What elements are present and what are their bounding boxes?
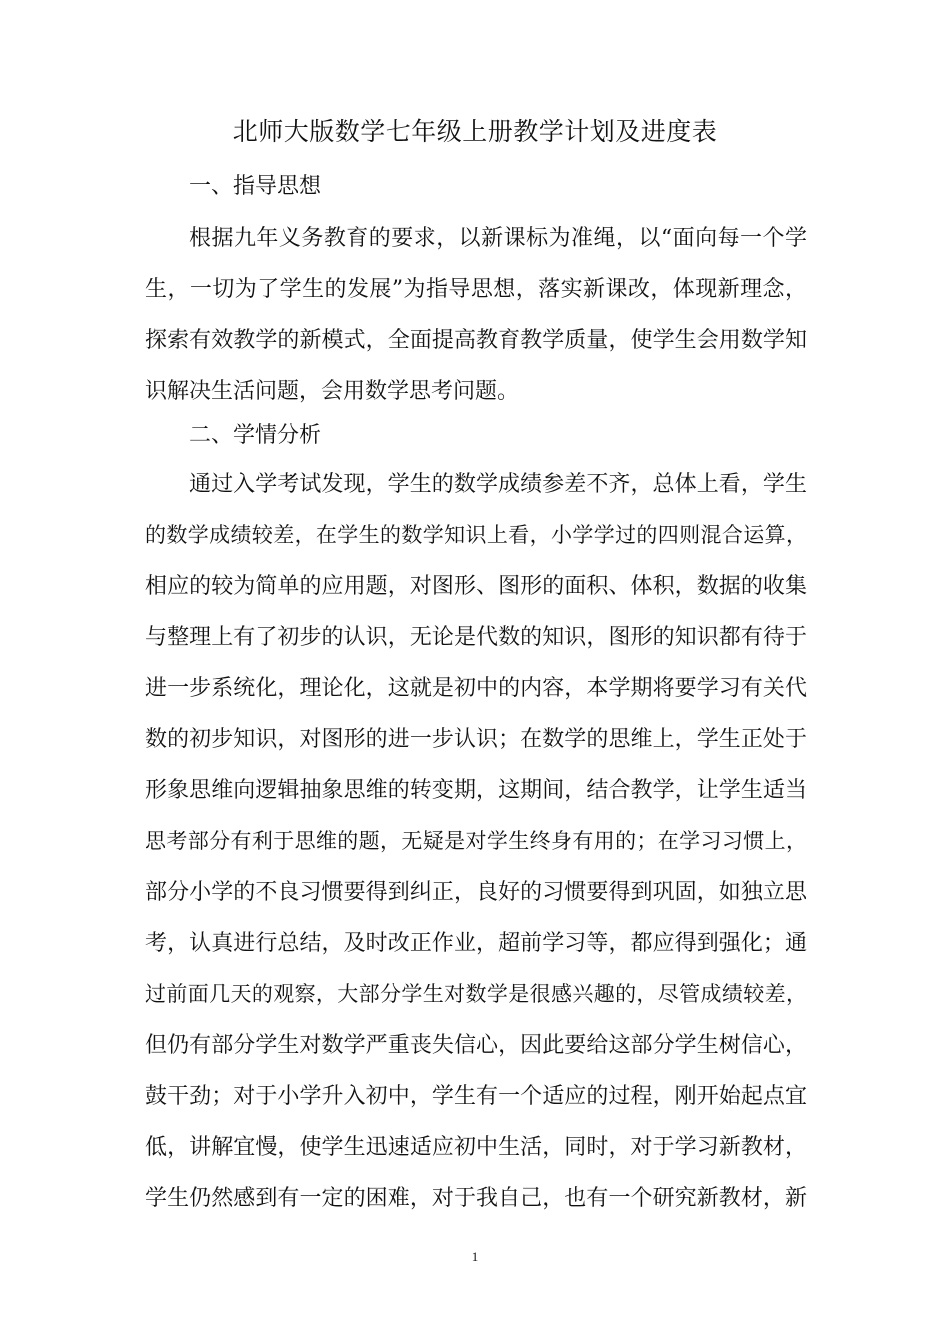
paragraph-line: 数的初步知识，对图形的进一步认识；在数学的思维上，学生正处于 xyxy=(145,727,807,752)
page-number: 1 xyxy=(471,1249,479,1264)
paragraph-line: 思考部分有利于思维的题，无疑是对学生终身有用的；在学习习惯上， xyxy=(145,829,807,853)
paragraph-line: 部分小学的不良习惯要得到纠正，良好的习惯要得到巩固，如独立思 xyxy=(145,880,807,905)
paragraph-line: 鼓干劲；对于小学升入初中，学生有一个适应的过程，刚开始起点宜 xyxy=(145,1084,807,1109)
paragraph-line: 识解决生活问题，会用数学思考问题。 xyxy=(145,379,520,404)
paragraph-line: 低，讲解宜慢，使学生迅速适应初中生活，同时，对于学习新教材， xyxy=(145,1135,807,1160)
paragraph-line: 与整理上有了初步的认识，无论是代数的知识，图形的知识都有待于 xyxy=(145,625,807,650)
section-heading-student-analysis: 二、学情分析 xyxy=(189,423,322,448)
paragraph-line: 通过入学考试发现，学生的数学成绩参差不齐，总体上看，学生 xyxy=(189,472,807,497)
paragraph-guiding-ideology xyxy=(145,213,807,417)
paragraph-line: 根据九年义务教育的要求，以新课标为准绳，以“面向每一个学 xyxy=(189,226,807,251)
paragraph-line: 相应的较为简单的应用题，对图形、图形的面积、体积，数据的收集 xyxy=(145,574,807,599)
paragraph-line: 进一步系统化，理论化，这就是初中的内容，本学期将要学习有关代 xyxy=(145,676,807,701)
paragraph-line: 探索有效教学的新模式，全面提高教育教学质量，使学生会用数学知 xyxy=(145,328,807,353)
paragraph-line: 考，认真进行总结，及时改正作业，超前学习等，都应得到强化；通 xyxy=(145,931,807,956)
paragraph-line: 学生仍然感到有一定的困难，对于我自己，也有一个研究新教材，新 xyxy=(145,1186,807,1211)
paragraph-line: 过前面几天的观察，大部分学生对数学是很感兴趣的，尽管成绩较差， xyxy=(145,982,807,1006)
document-title: 北师大版数学七年级上册教学计划及进度表 xyxy=(232,117,718,146)
paragraph-line: 生，一切为了学生的发展”为指导思想，落实新课改，体现新理念， xyxy=(145,277,807,302)
section-heading-guiding-ideology: 一、指导思想 xyxy=(189,174,322,199)
paragraph-line: 但仍有部分学生对数学严重丧失信心，因此要给这部分学生树信心， xyxy=(145,1033,807,1058)
paragraph-line: 的数学成绩较差，在学生的数学知识上看，小学学过的四则混合运算， xyxy=(145,523,807,547)
paragraph-line: 形象思维向逻辑抽象思维的转变期，这期间，结合教学，让学生适当 xyxy=(145,778,807,803)
paragraph-student-analysis xyxy=(145,459,807,1224)
